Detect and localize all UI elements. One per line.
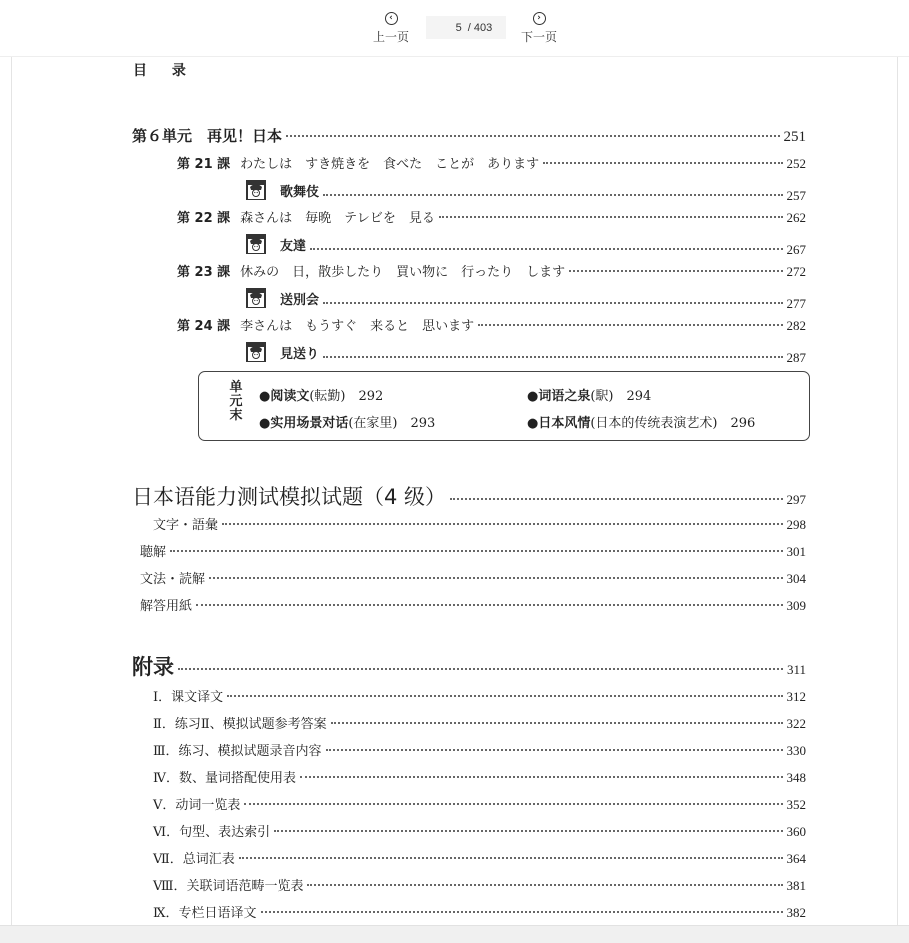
chef-icon bbox=[246, 288, 266, 308]
toc-entry-title: 解答用紙 bbox=[140, 599, 193, 614]
unit-end-item-title: ●词语之泉 bbox=[527, 389, 591, 404]
leader-dots bbox=[196, 604, 782, 606]
toc-entry-page: 382 bbox=[786, 905, 806, 920]
page-number-input[interactable] bbox=[440, 22, 462, 34]
toc-entry-page: 381 bbox=[786, 878, 806, 893]
unit-end-label: 单元末 bbox=[229, 380, 243, 423]
lesson-number: 第 24 課 bbox=[177, 319, 231, 334]
toc-entry-test-item[interactable] bbox=[140, 595, 806, 614]
toc-entry-title: 文法・読解 bbox=[140, 572, 206, 587]
toc-entry-page: 304 bbox=[786, 571, 806, 586]
toc-entry-title: Ⅷ．关联词语范畴一览表 bbox=[153, 879, 304, 894]
toc-entry-appendix-item[interactable] bbox=[153, 902, 806, 921]
lesson-number: 第 23 課 bbox=[177, 265, 231, 280]
toc-entry-lesson[interactable] bbox=[177, 207, 806, 226]
next-page-label: 下一页 bbox=[520, 30, 557, 44]
prev-page-button[interactable] bbox=[361, 10, 421, 45]
toc-entry-page: 312 bbox=[786, 689, 806, 704]
leader-dots bbox=[310, 248, 782, 250]
toc-entry-title: Ⅶ．总词汇表 bbox=[153, 852, 235, 867]
toc-heading: 目 录 bbox=[133, 63, 196, 79]
toc-entry-title: Ⅱ．练习Ⅱ、模拟试题参考答案 bbox=[153, 717, 327, 732]
bottom-bar bbox=[0, 925, 909, 943]
toc-entry-page: 297 bbox=[786, 492, 806, 507]
lesson-number: 第 22 課 bbox=[177, 211, 231, 226]
toc-entry-title: Ⅰ．课文译文 bbox=[153, 690, 224, 705]
toc-entry-page: 301 bbox=[786, 544, 806, 559]
toc-entry-column[interactable] bbox=[246, 342, 806, 366]
unit-end-item[interactable] bbox=[259, 412, 435, 431]
document-page bbox=[11, 57, 898, 925]
unit-end-item[interactable] bbox=[527, 385, 651, 404]
toc-entry-appendix[interactable] bbox=[132, 651, 806, 681]
toc-entry-appendix-item[interactable] bbox=[153, 875, 806, 894]
toc-entry-test-item[interactable] bbox=[140, 541, 806, 560]
toc-entry-column[interactable] bbox=[246, 288, 806, 312]
leader-dots bbox=[543, 162, 782, 164]
toc-entry-title: Ⅵ．句型、表达索引 bbox=[153, 825, 271, 840]
leader-dots bbox=[286, 135, 779, 137]
chef-icon bbox=[246, 234, 266, 254]
toc-entry-page: 311 bbox=[786, 662, 806, 677]
toc-entry-page: 287 bbox=[786, 350, 806, 365]
toc-entry-test[interactable] bbox=[132, 481, 806, 511]
column-title: 送別会 bbox=[280, 292, 320, 308]
toc-entry-title: Ⅴ．动词一览表 bbox=[153, 798, 241, 813]
toc-entry-page: 282 bbox=[786, 318, 806, 333]
toc-entry-page: 277 bbox=[786, 296, 806, 311]
prev-page-label: 上一页 bbox=[372, 30, 409, 44]
toc-entry-page: 330 bbox=[786, 743, 806, 758]
chef-icon bbox=[246, 342, 266, 362]
next-page-button[interactable] bbox=[509, 10, 569, 45]
toc-entry-appendix-item[interactable] bbox=[153, 767, 806, 786]
pager-toolbar bbox=[0, 0, 909, 57]
chef-icon bbox=[246, 180, 266, 200]
leader-dots bbox=[227, 695, 782, 697]
leader-dots bbox=[274, 830, 782, 832]
toc-entry-appendix-item[interactable] bbox=[153, 740, 806, 759]
toc-entry-page: 252 bbox=[786, 156, 806, 171]
leader-dots bbox=[439, 216, 783, 218]
toc-entry-page: 322 bbox=[786, 716, 806, 731]
unit-end-item-detail: (駅) 294 bbox=[590, 389, 652, 404]
leader-dots bbox=[300, 776, 783, 778]
toc-entry-column[interactable] bbox=[246, 180, 806, 204]
toc-entry-appendix-item[interactable] bbox=[153, 686, 806, 705]
chevron-right-circle-icon: › bbox=[533, 12, 546, 25]
toc-entry-title: Ⅲ．练习、模拟试题录音内容 bbox=[153, 744, 322, 759]
column-title: 友達 bbox=[280, 238, 307, 254]
toc-entry-title: 附录 bbox=[132, 655, 174, 679]
toc-entry-title: 聴解 bbox=[140, 545, 167, 560]
lesson-number: 第 21 課 bbox=[177, 157, 231, 172]
toc-entry-page: 257 bbox=[786, 188, 806, 203]
leader-dots bbox=[478, 324, 782, 326]
toc-entry-appendix-item[interactable] bbox=[153, 713, 806, 732]
toc-entry-lesson[interactable] bbox=[177, 153, 806, 172]
toc-entry-title: 日本语能力测试模拟试题（4 级） bbox=[132, 485, 447, 509]
unit-end-box bbox=[198, 371, 810, 441]
toc-entry-page: 309 bbox=[786, 598, 806, 613]
unit-end-item-title: ●日本风情 bbox=[527, 416, 591, 431]
leader-dots bbox=[331, 722, 783, 724]
toc-entry-title: 文字・語彙 bbox=[153, 518, 219, 533]
unit-end-item-detail: (在家里) 293 bbox=[348, 416, 436, 431]
lesson-title: わたしは すき焼きを 食べた ことが あります bbox=[240, 157, 540, 172]
leader-dots bbox=[170, 550, 782, 552]
leader-dots bbox=[222, 523, 782, 525]
toc-entry-page: 298 bbox=[786, 517, 806, 532]
toc-entry-page: 251 bbox=[783, 129, 806, 145]
unit-end-item-detail: (日本的传统表演艺术) 296 bbox=[590, 416, 756, 431]
toc-entry-appendix-item[interactable] bbox=[153, 794, 806, 813]
leader-dots bbox=[323, 302, 782, 304]
page-indicator bbox=[426, 16, 506, 39]
total-pages: / 403 bbox=[467, 21, 493, 34]
leader-dots bbox=[178, 668, 783, 670]
toc-entry-title: Ⅸ．专栏日语译文 bbox=[153, 906, 257, 921]
toc-entry-title: 第６単元 再见！日本 bbox=[132, 127, 283, 145]
leader-dots bbox=[323, 356, 782, 358]
toc-entry-appendix-item[interactable] bbox=[153, 848, 806, 867]
toc-entry-test-item[interactable] bbox=[140, 568, 806, 587]
toc-entry-unit6[interactable] bbox=[132, 125, 806, 146]
toc-entry-page: 272 bbox=[786, 264, 806, 279]
toc-entry-page: 352 bbox=[786, 797, 806, 812]
toc-entry-page: 262 bbox=[786, 210, 806, 225]
lesson-title: 森さんは 毎晩 テレビを 見る bbox=[240, 211, 435, 226]
toc-entry-column[interactable] bbox=[246, 234, 806, 258]
lesson-title: 李さんは もうすぐ 来ると 思います bbox=[240, 319, 475, 334]
toc-entry-page: 348 bbox=[786, 770, 806, 785]
leader-dots bbox=[569, 270, 782, 272]
leader-dots bbox=[323, 194, 782, 196]
leader-dots bbox=[326, 749, 783, 751]
toc-entry-page: 360 bbox=[786, 824, 806, 839]
toc-entry-test-item[interactable] bbox=[153, 514, 806, 533]
column-title: 歌舞伎 bbox=[280, 184, 320, 200]
toc-entry-lesson[interactable] bbox=[177, 261, 806, 280]
toc-entry-title: Ⅳ．数、量词搭配使用表 bbox=[153, 771, 296, 786]
lesson-title: 休みの 日，散歩したり 買い物に 行ったり します bbox=[240, 265, 566, 280]
unit-end-item-detail: (転勤) 292 bbox=[309, 389, 384, 404]
column-title: 見送り bbox=[280, 346, 320, 362]
toc-entry-appendix-item[interactable] bbox=[153, 821, 806, 840]
leader-dots bbox=[261, 911, 783, 913]
unit-end-item-title: ●阅读文 bbox=[259, 389, 310, 404]
unit-end-item[interactable] bbox=[527, 412, 755, 431]
toc-entry-page: 364 bbox=[786, 851, 806, 866]
chevron-left-circle-icon: ‹ bbox=[385, 12, 398, 25]
leader-dots bbox=[239, 857, 783, 859]
leader-dots bbox=[209, 577, 782, 579]
toc-entry-lesson[interactable] bbox=[177, 315, 806, 334]
leader-dots bbox=[307, 884, 782, 886]
leader-dots bbox=[450, 498, 782, 500]
toc-entry-page: 267 bbox=[786, 242, 806, 257]
unit-end-item[interactable] bbox=[259, 385, 383, 404]
unit-end-item-title: ●实用场景对话 bbox=[259, 416, 349, 431]
leader-dots bbox=[244, 803, 782, 805]
